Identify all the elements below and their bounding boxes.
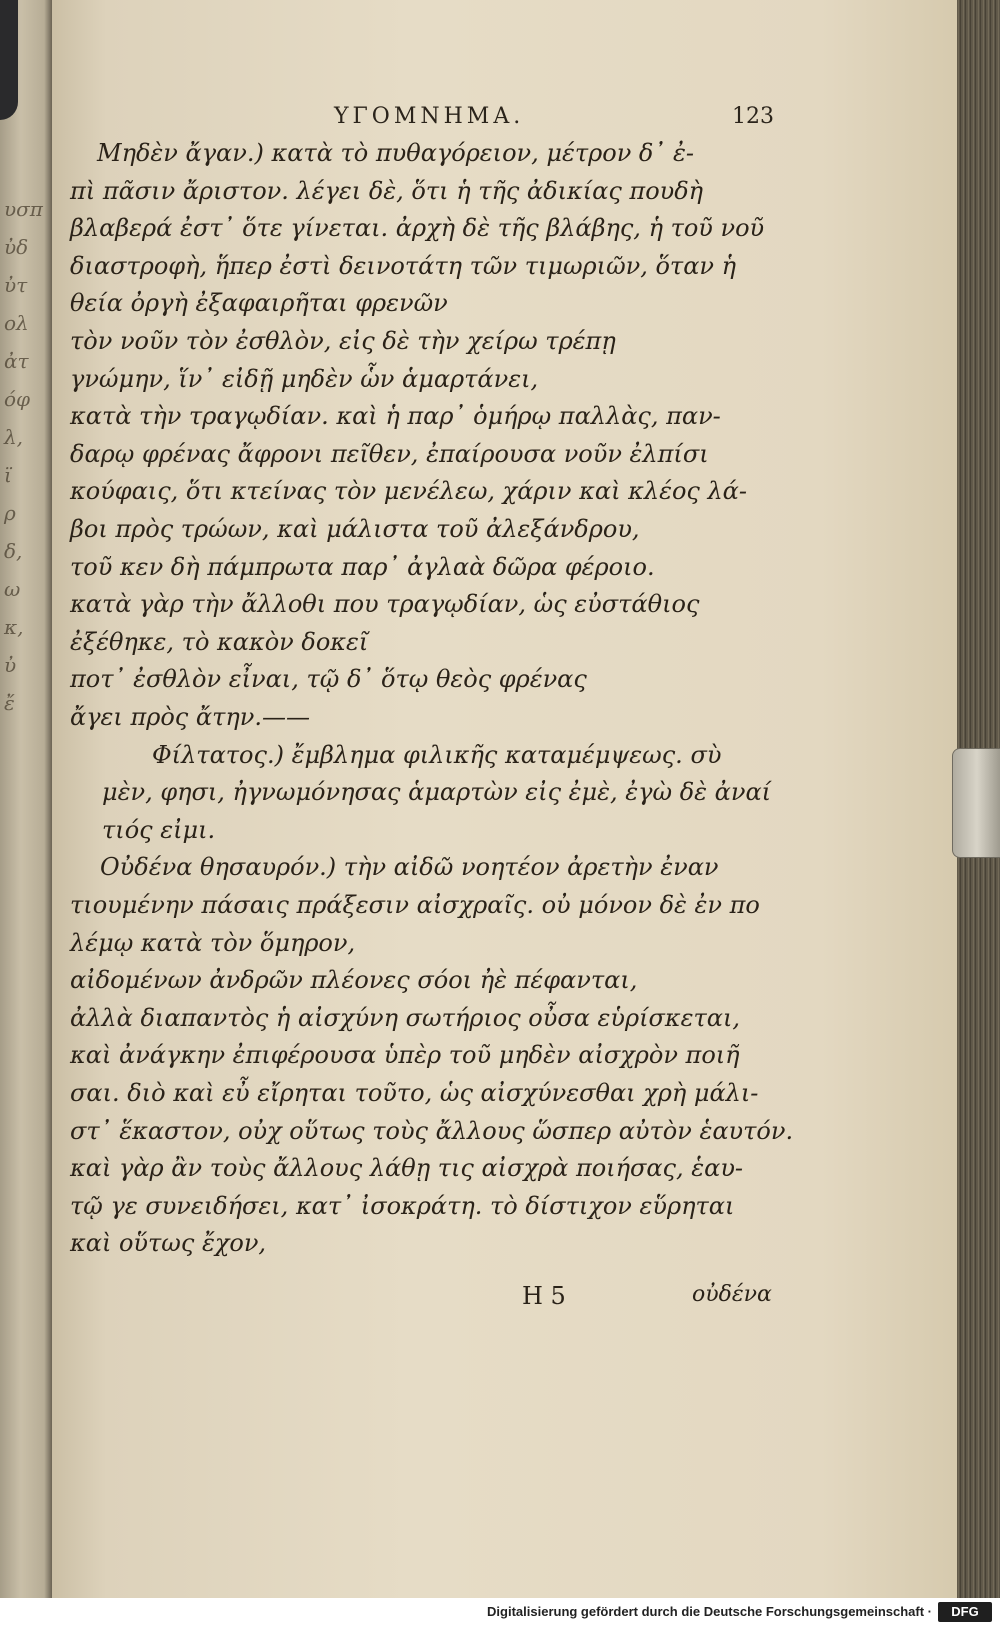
text-line: ἄγει πρὸς ἄτην.——	[70, 703, 310, 731]
clasp-tab	[952, 748, 1000, 858]
text-line: καὶ ἀνάγκην ἐπιφέρουσα ὑπὲρ τοῦ μηδὲν αἰσχρὸν ποιῆ	[70, 1041, 740, 1070]
footer-bar	[0, 1598, 1000, 1627]
dfg-logo: DFG	[938, 1602, 992, 1622]
footer-credit: Digitalisierung gefördert durch die Deutsche Forschungsgemeinschaft ·	[487, 1604, 932, 1619]
text-line: γνώμην, ἵν᾽ εἰδῇ μηδὲν ὧν ἁμαρτάνει,	[70, 364, 539, 393]
text-line: τοῦ κεν δὴ πάμπρωτα παρ᾽ ἀγλαὰ δῶρα φέροιο.	[70, 552, 655, 581]
running-title: ΥΓΟΜΝΗΜΑ.	[334, 104, 525, 129]
text-line: λέμῳ κατὰ τὸν ὅμηρον,	[70, 928, 356, 957]
text-line: δαρῳ φρένας ἄφρονι πεῖθεν, ἐπαίρουσα νοῦν ἐλπίσι	[70, 439, 709, 468]
margin-fragment: ϊ	[4, 463, 12, 487]
margin-fragment: ὐτ	[4, 273, 28, 297]
text-line: κούφαις, ὅτι κτείνας τὸν μενέλεω, χάριν καὶ κλέος λά-	[70, 477, 747, 506]
margin-fragment: ἀτ	[4, 349, 29, 373]
text-line: Οὐδένα θησαυρόν.) τὴν αἰδῶ νοητέον ἀρετὴν ἐναν	[100, 853, 719, 882]
text-line: κατὰ γὰρ τὴν ἄλλοθι που τραγῳδίαν, ὡς εὐστάθιος	[70, 590, 700, 619]
margin-fragment: ὐ	[4, 653, 17, 677]
margin-fragment: ολ	[4, 311, 29, 335]
text-line: θεία ὀργὴ ἐξαφαιρῆται φρενῶν	[70, 289, 448, 318]
text-line: Φίλτατος.) ἔμβλημα φιλικῆς καταμέμψεως. σὺ	[152, 740, 722, 769]
text-line: κατὰ τὴν τραγῳδίαν. καὶ ἡ παρ᾽ ὁμήρῳ παλλὰς, παν-	[70, 402, 721, 431]
margin-fragment: υσπ	[4, 197, 43, 221]
text-line: αἰδομένων ἀνδρῶν πλέονες σόοι ἠὲ πέφανται,	[70, 966, 638, 995]
facing-page-fragments	[4, 190, 48, 722]
book-binding	[0, 0, 18, 120]
catchword: οὐδένα	[692, 1282, 772, 1307]
text-line: ἐξέθηκε, τὸ κακὸν δοκεῖ	[70, 627, 369, 656]
text-line: πὶ πᾶσιν ἄριστον. λέγει δὲ, ὅτι ἡ τῆς ἀδικίας πουδὴ	[70, 176, 704, 205]
margin-fragment: ρ	[4, 501, 16, 525]
text-line: σαι. διὸ καὶ εὖ εἴρηται τοῦτο, ὡς αἰσχύνεσθαι χρὴ μάλι-	[70, 1079, 759, 1107]
margin-fragment: ὐδ	[4, 235, 29, 259]
book-page	[52, 0, 957, 1598]
text-line: τιός εἰμι.	[102, 815, 216, 844]
text-line: μὲν, φησι, ἠγνωμόνησας ἁμαρτὼν εἰς ἐμὲ, ἐγὼ δὲ ἀναί	[102, 778, 772, 807]
text-line: καὶ οὕτως ἔχον,	[70, 1229, 267, 1258]
text-line: τῷ γε συνειδήσει, κατ᾽ ἰσοκράτη. τὸ δίστιχον εὕρηται	[70, 1191, 735, 1220]
text-line: καὶ γὰρ ἂν τοὺς ἄλλους λάθῃ τις αἰσχρὰ ποιήσας, ἑαυ-	[70, 1154, 744, 1183]
text-line: τιουμένην πάσαις πράξεσιν αἰσχραῖς. οὐ μόνον δὲ ἐν πο	[70, 891, 760, 919]
margin-fragment: ω	[4, 577, 21, 601]
signature-mark: H 5	[522, 1282, 566, 1310]
text-line: βλαβερά ἐστ᾽ ὅτε γίνεται. ἀρχὴ δὲ τῆς βλάβης, ἡ τοῦ νοῦ	[70, 214, 765, 243]
margin-fragment: όφ	[4, 387, 31, 411]
margin-fragment: κ,	[4, 615, 24, 639]
page-number: 123	[732, 104, 774, 129]
text-line: διαστροφὴ, ἥπερ ἐστὶ δεινοτάτη τῶν τιμωριῶν, ὅταν ἡ	[70, 251, 737, 280]
margin-fragment: δ,	[4, 539, 23, 563]
text-line: ποτ᾽ ἐσθλὸν εἶναι, τῷ δ᾽ ὅτῳ θεὸς φρένας	[70, 665, 587, 694]
text-line: τὸν νοῦν τὸν ἐσθλὸν, εἰς δὲ τὴν χείρω τρέπῃ	[70, 327, 616, 355]
margin-fragment: ἔ	[4, 691, 15, 715]
text-line: ἀλλὰ διαπαντὸς ἡ αἰσχύνη σωτήριος οὖσα εὑρίσκεται,	[70, 1003, 741, 1032]
text-line: στ᾽ ἕκαστον, οὐχ οὕτως τοὺς ἄλλους ὥσπερ αὐτὸν ἑαυτόν.	[70, 1116, 794, 1145]
text-line: βοι πρὸς τρώων, καὶ μάλιστα τοῦ ἀλεξάνδρου,	[70, 515, 640, 543]
text-line: Μηδὲν ἄγαν.) κατὰ τὸ πυθαγόρειον, μέτρον δ᾽ ἐ-	[97, 139, 694, 167]
margin-fragment: λ,	[4, 425, 24, 449]
